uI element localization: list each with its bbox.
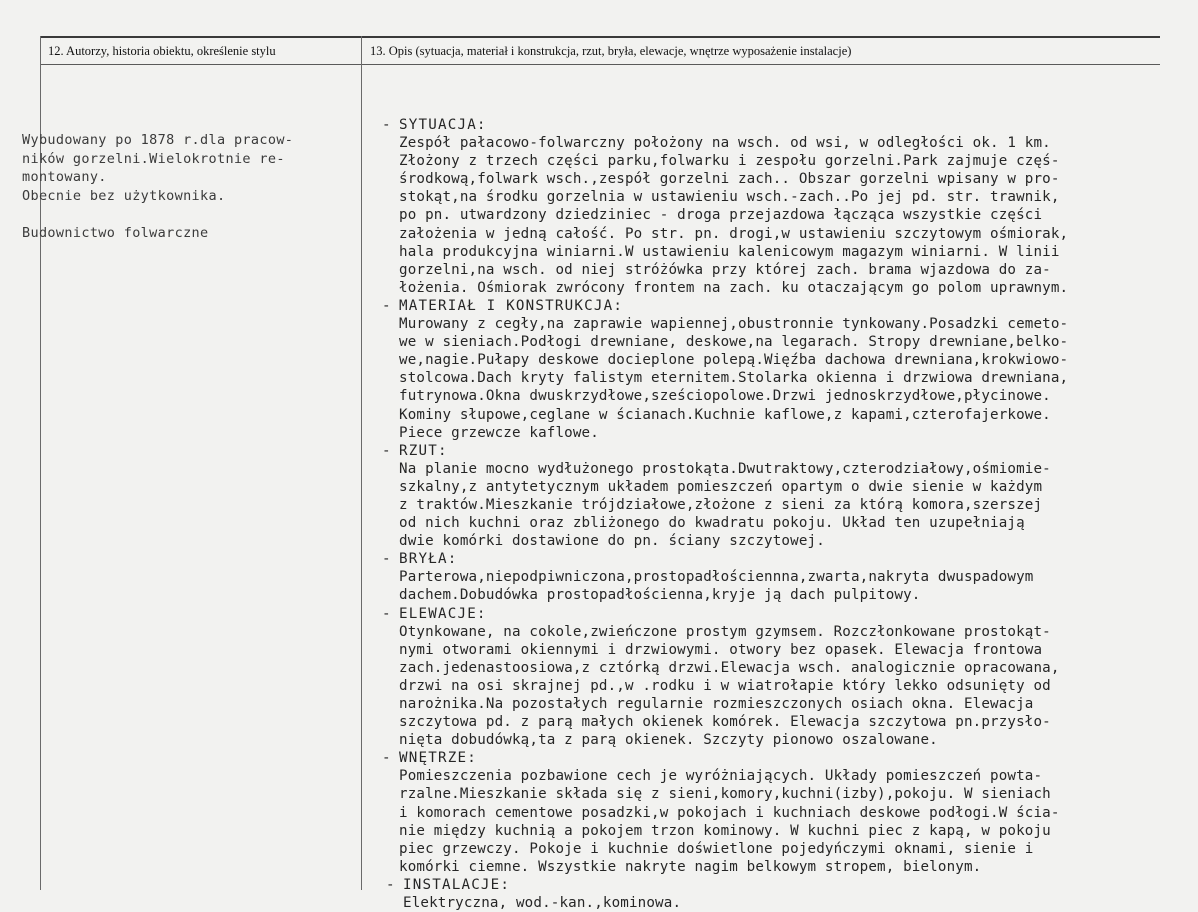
description-section bbox=[382, 442, 1194, 551]
section-line: Parterowa,niepodpiwniczona,prostopadłościennna,zwarta,nakryta dwuspadowym bbox=[399, 569, 1034, 586]
description-section bbox=[382, 116, 1194, 297]
section-heading-text: INSTALACJE: bbox=[403, 876, 511, 893]
description-text bbox=[382, 116, 1194, 912]
section-heading-text: BRYŁA: bbox=[399, 551, 458, 568]
section-line: drzwi na osi skrajnej pd.,w .rodku i w wiatrołapie który lekko odsunięty od bbox=[399, 677, 1051, 694]
section-line: Piece grzewcze kaflowe. bbox=[399, 424, 599, 441]
section-line: komórki ciemne. Wszystkie nakryte nagim belkowym stropem, bielonym. bbox=[399, 858, 982, 875]
section-line: hala produkcyjna winiarni.W ustawieniu kalenicowym magazym winiarni. W linii bbox=[399, 243, 1060, 260]
section-line: z traktów.Mieszkanie trójdziałowe,złożone z sieni za którą komora,szerszej bbox=[399, 496, 1043, 513]
section-line: dachem.Dobudówka prostopadłościenna,kryje ją dach pulpitowy. bbox=[399, 587, 921, 604]
history-line: montowany. bbox=[22, 169, 107, 185]
history-text bbox=[22, 131, 352, 242]
section-line: Otynkowane, na cokole,zwieńczone prostym gzymsem. Rozczłonkowane prostokąt- bbox=[399, 623, 1051, 640]
table-top-rule bbox=[40, 36, 1160, 38]
section-heading bbox=[382, 442, 1194, 460]
section-heading-text: MATERIAŁ I KONSTRUKCJA: bbox=[399, 297, 624, 314]
section-line: dwie komórki dostawione do pn. ściany szczytowej. bbox=[399, 533, 825, 550]
description-section bbox=[382, 550, 1194, 604]
section-line: nymi otworami okiennymi i drzwiowymi. otwory bez opasek. Elewacja frontowa bbox=[399, 641, 1043, 658]
section-line: łożenia. Ośmiorak zwrócony frontem na zach. ku otaczającym go polom uprawnym. bbox=[399, 279, 1069, 296]
description-section bbox=[382, 876, 1194, 912]
right-column-heading: 13. Opis (sytuacja, materiał i konstrukcja, rzut, bryła, elewacje, wnętrze wyposażenie instalacje) bbox=[370, 44, 852, 58]
column-divider bbox=[361, 36, 362, 890]
section-heading bbox=[382, 749, 1194, 767]
section-line: zach.jedenastoosiowa,z cztórką drzwi.Elewacja wsch. analogicznie opracowana, bbox=[399, 659, 1060, 676]
section-line: futrynowa.Okna dwuskrzydłowe,sześciopolowe.Drzwi jednoskrzydłowe,płycinowe. bbox=[399, 388, 1051, 405]
bullet-dash: - bbox=[382, 297, 392, 314]
section-line: nięta dobudówką,ta z parą okienek. Szczyty pionowo oszalowane. bbox=[399, 732, 938, 749]
section-line: środkową,folwark wsch.,zespół gorzelni zach.. Obszar gorzelni wpisany w pro- bbox=[399, 171, 1060, 188]
section-line: nie między kuchnią a pokojem trzon kominowy. W kuchni piec z kapą, w pokoju bbox=[399, 822, 1051, 839]
section-line: we w sieniach.Podłogi drewniane, deskowe,na legarach. Stropy drewniane,belko- bbox=[399, 334, 1069, 351]
section-heading-text: RZUT: bbox=[399, 442, 448, 459]
section-heading bbox=[382, 605, 1194, 623]
section-line: Zespół pałacowo-folwarczny położony na wsch. od wsi, w odległości ok. 1 km. bbox=[399, 135, 1051, 152]
section-line: rzalne.Mieszkanie składa się z sieni,komory,kuchni(izby),pokoju. W sieniach bbox=[399, 786, 1051, 803]
section-line: stolcowa.Dach kryty falistym eternitem.Stolarka okienna i drzwiowa drewniana, bbox=[399, 370, 1069, 387]
section-line: Murowany z cegły,na zaprawie wapiennej,obustronnie tynkowany.Posadzki cemeto- bbox=[399, 316, 1069, 333]
section-line: Na planie mocno wydłużonego prostokąta.Dwutraktowy,czterodziałowy,ośmiomie- bbox=[399, 460, 1051, 477]
history-line: ników gorzelni.Wielokrotnie re- bbox=[22, 150, 285, 167]
history-gap bbox=[22, 205, 352, 224]
section-heading bbox=[386, 876, 1194, 894]
section-line: szczytowa pd. z parą małych okienek komórek. Elewacja szczytowa pn.przysło- bbox=[399, 714, 1051, 731]
section-line: od nich kuchni oraz zbliżonego do kwadratu pokoju. Układ ten uzupełniają bbox=[399, 515, 1025, 532]
section-line: Złożony z trzech części parku,folwarku i zespołu gorzelni.Park zajmuje częś- bbox=[399, 153, 1060, 170]
description-section bbox=[382, 605, 1194, 750]
bullet-dash: - bbox=[382, 605, 392, 622]
section-heading-text: WNĘTRZE: bbox=[399, 750, 477, 767]
section-line: Elektryczna, wod.-kan.,kominowa. bbox=[403, 895, 682, 912]
section-line: we,nagie.Pułapy deskowe docieplone polepą.Więźba dachowa drewniana,krokwiowo- bbox=[399, 352, 1069, 369]
section-heading bbox=[382, 297, 1194, 315]
header-bottom-rule bbox=[40, 64, 1160, 65]
left-column-heading: 12. Autorzy, historia obiektu, określenie stylu bbox=[48, 44, 276, 58]
section-heading bbox=[382, 550, 1194, 568]
section-line: narożnika.Na pozostałych regularnie rozmieszczonych osiach okna. Elewacja bbox=[399, 696, 1034, 712]
history-line: Obecnie bez użytkownika. bbox=[22, 187, 226, 204]
description-section bbox=[382, 297, 1194, 442]
section-line: Kominy słupowe,ceglane w ścianach.Kuchnie kaflowe,z kapami,czterofajerkowe. bbox=[399, 406, 1051, 423]
section-heading-text: ELEWACJE: bbox=[399, 605, 487, 622]
bullet-dash: - bbox=[382, 442, 392, 459]
section-line: piec grzewczy. Pokoje i kuchnie doświetlone pojedyńczymi oknami, sienie i bbox=[399, 840, 1034, 857]
section-line: szkalny,z antytetycznym układem pomieszczeń opartym o dwie sienie w każdym bbox=[399, 478, 1043, 495]
section-heading-text: SYTUACJA: bbox=[399, 117, 487, 133]
section-line: i komorach cementowe posadzki,w pokojach i kuchniach deskowe podłogi.W ścia- bbox=[399, 804, 1060, 821]
section-line: gorzelni,na wsch. od niej stróżówka przy której zach. brama wjazdowa do za- bbox=[399, 261, 1051, 278]
bullet-dash: - bbox=[382, 551, 392, 568]
bullet-dash: - bbox=[382, 117, 392, 133]
section-line: założenia w jedną całość. Po str. pn. drogi,w ustawieniu szczytowym ośmiorak, bbox=[399, 225, 1069, 242]
bullet-dash: - bbox=[382, 750, 392, 767]
section-heading bbox=[382, 116, 1194, 134]
bullet-dash: - bbox=[386, 876, 396, 893]
section-line: stokąt,na środku gorzelnia w ustawieniu wsch.-zach..Po jej pd. str. trawnik, bbox=[399, 189, 1060, 206]
style-line: Budownictwo folwarczne bbox=[22, 224, 209, 241]
section-line: Pomieszczenia pozbawione cech je wyróżniających. Układy pomieszczeń powta- bbox=[399, 768, 1043, 785]
section-line: po pn. utwardzony dziedziniec - droga przejazdowa łącząca wszystkie części bbox=[399, 207, 1043, 224]
history-line: Wybudowany po 1878 r.dla pracow- bbox=[22, 132, 294, 148]
description-section bbox=[382, 749, 1194, 876]
